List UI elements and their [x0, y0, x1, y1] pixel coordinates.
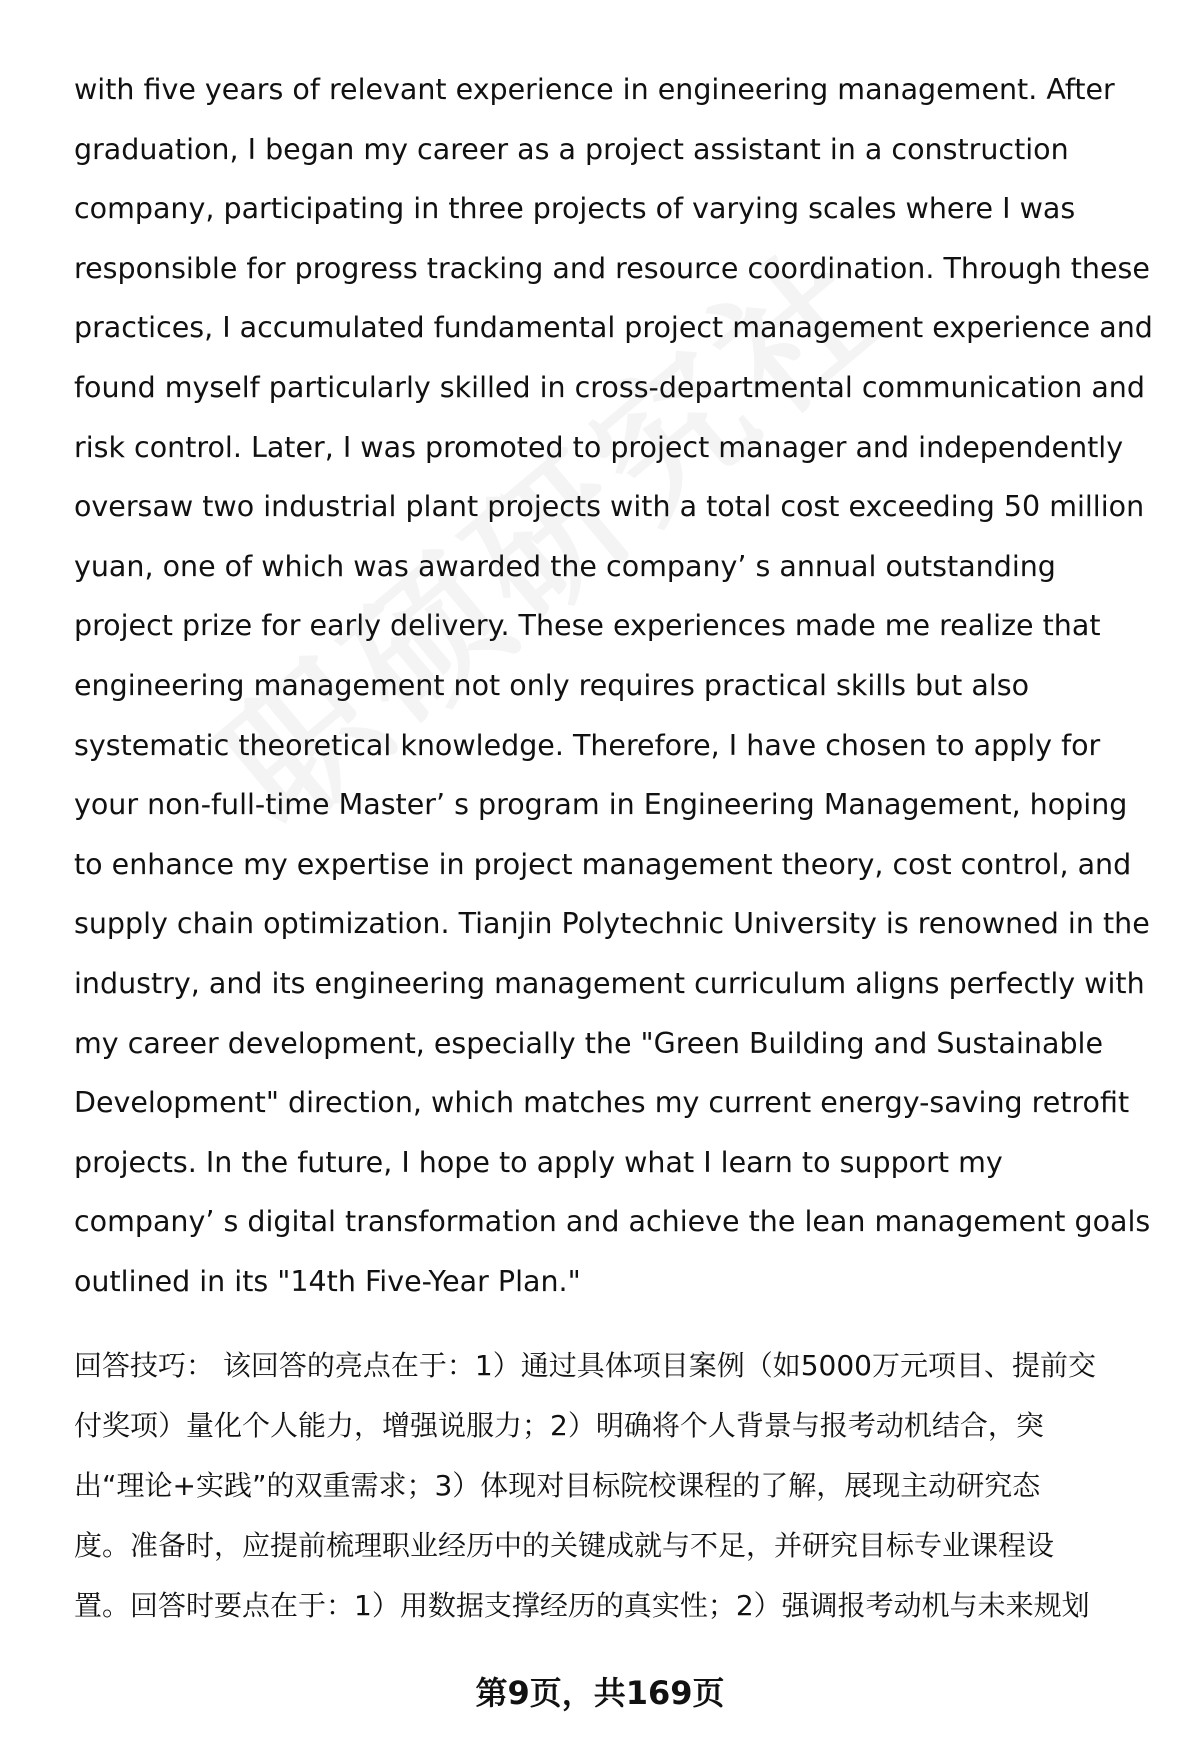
tips-line: 回答技巧： 该回答的亮点在于：1）通过具体项目案例（如5000万元项目、提前交: [74, 1349, 1096, 1382]
essay-line: responsible for progress tracking and resource coordination. Through these: [74, 251, 1150, 285]
essay-line: my career development, especially the "Green Building and Sustainable: [74, 1026, 1103, 1060]
essay-line: with five years of relevant experience in engineering management. After: [74, 73, 1115, 106]
essay-line: supply chain optimization. Tianjin Polytechnic University is renowned in the: [74, 907, 1150, 941]
essay-line: industry, and its engineering management curriculum aligns perfectly with: [74, 966, 1145, 1000]
essay-line: oversaw two industrial plant projects with a total cost exceeding 50 million: [74, 490, 1145, 524]
essay-line: found myself particularly skilled in cross-departmental communication and: [74, 370, 1145, 404]
essay-line: systematic theoretical knowledge. Therefore, I have chosen to apply for: [74, 728, 1101, 762]
essay-line: practices, I accumulated fundamental project management experience and: [74, 311, 1153, 345]
essay-line: outlined in its "14th Five-Year Plan.": [74, 1264, 581, 1298]
essay-line: risk control. Later, I was promoted to project manager and independently: [74, 430, 1124, 464]
tips-line: 付奖项）量化个人能力，增强说服力；2）明确将个人背景与报考动机结合，突: [74, 1409, 1044, 1442]
essay-line: company, participating in three projects of varying scales where I was: [74, 192, 1076, 226]
essay-line: to enhance my expertise in project management theory, cost control, and: [74, 847, 1132, 881]
essay-line: project prize for early delivery. These experiences made me realize that: [74, 609, 1101, 643]
answer-tips: [74, 1336, 1164, 1636]
essay-line: engineering management not only requires practical skills but also: [74, 668, 1030, 702]
essay-line: projects. In the future, I hope to apply what I learn to support my: [74, 1145, 1003, 1179]
tips-line: 出“理论+实践”的双重需求；3）体现对目标院校课程的了解，展现主动研究态: [74, 1469, 1041, 1502]
essay-line: Development" direction, which matches my current energy-saving retrofit: [74, 1086, 1130, 1120]
essay-line: your non-full-time Master’ s program in Engineering Management, hoping: [74, 788, 1128, 822]
essay-line: graduation, I began my career as a project assistant in a construction: [74, 132, 1069, 166]
page-number: 第9页，共169页: [475, 1674, 725, 1712]
essay-body: [74, 60, 1164, 1311]
tips-line: 度。准备时，应提前梳理职业经历中的关键成就与不足，并研究目标专业课程设: [74, 1529, 1055, 1562]
essay-line: yuan, one of which was awarded the company’ s annual outstanding: [74, 549, 1056, 583]
essay-line: company’ s digital transformation and achieve the lean management goals: [74, 1205, 1151, 1239]
tips-line: 置。回答时要点在于：1）用数据支撑经历的真实性；2）强调报考动机与未来规划: [74, 1589, 1090, 1622]
